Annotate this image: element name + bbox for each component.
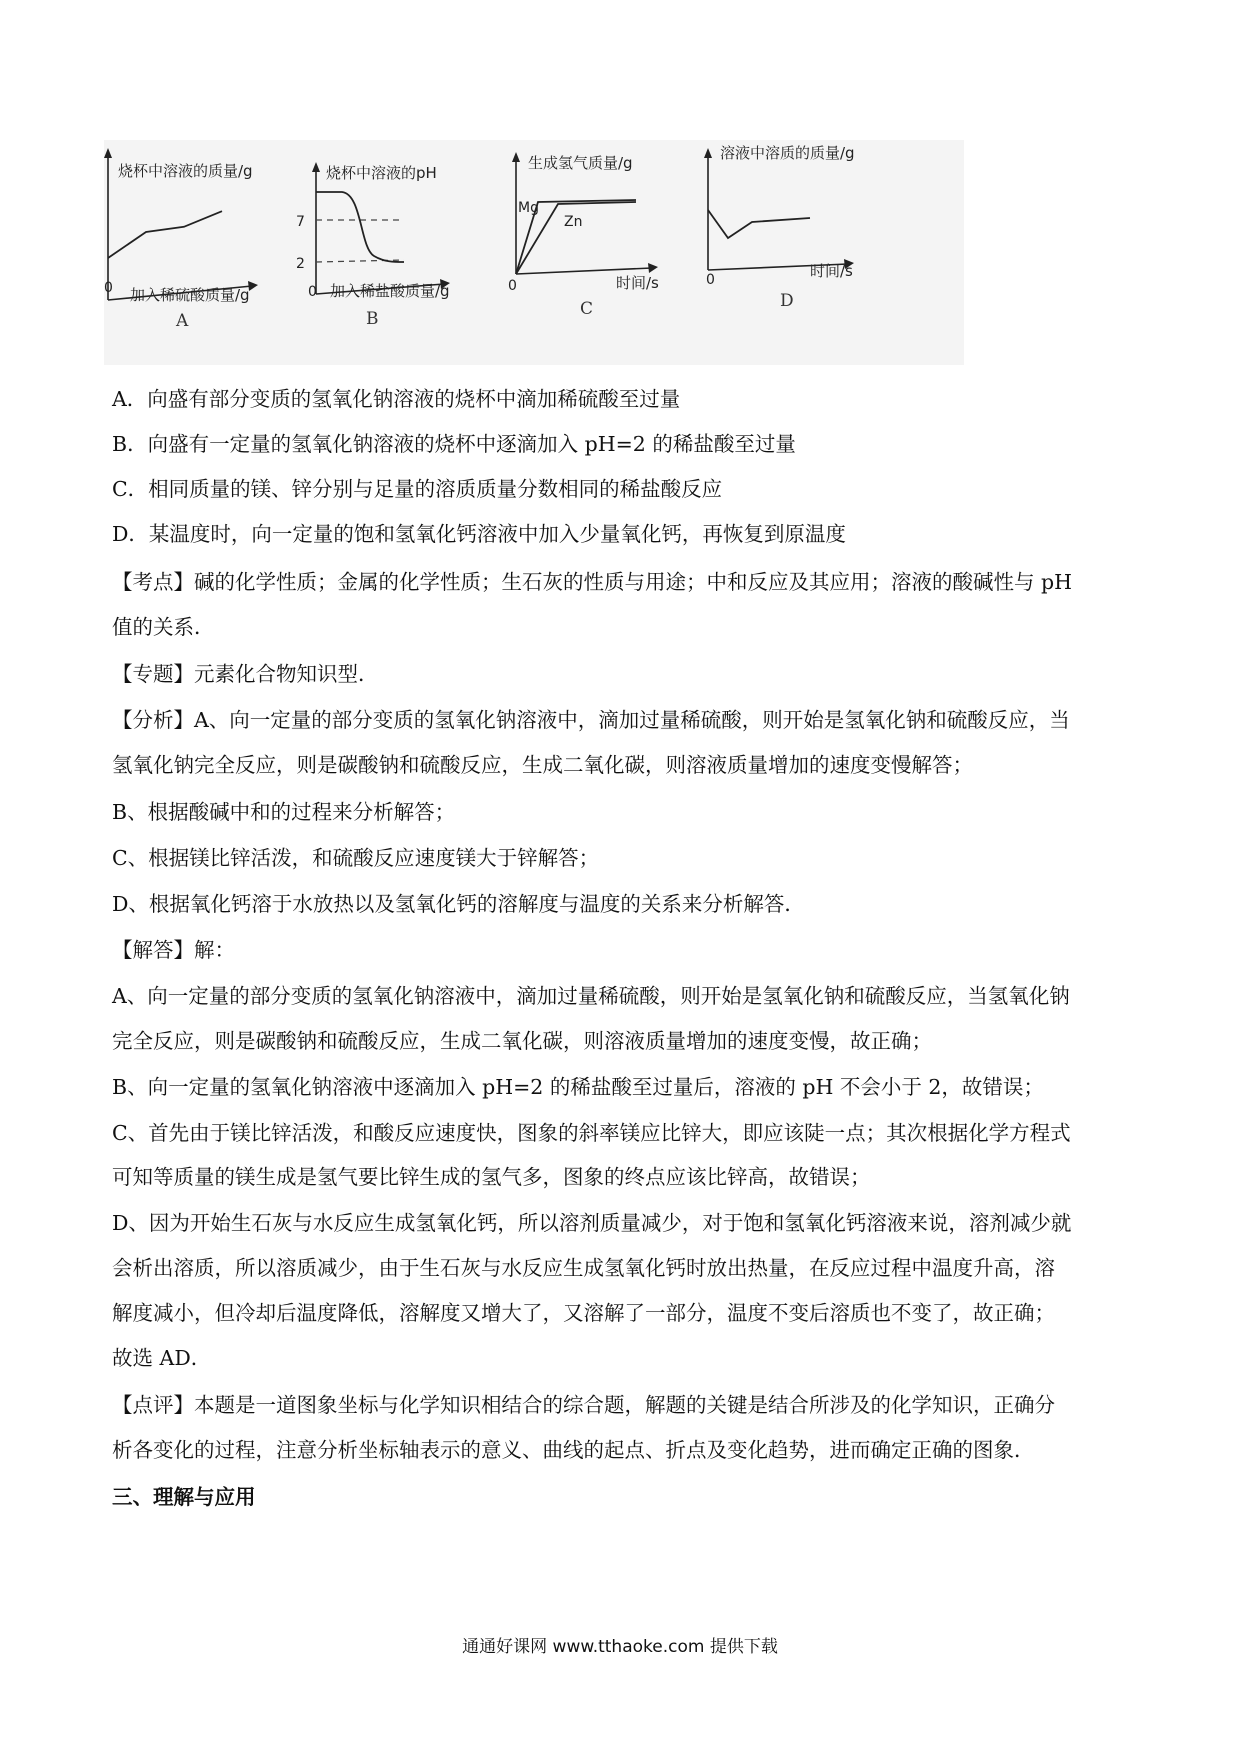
jieda-c-line-2: 可知等质量的镁生成是氢气要比锌生成的氢气多，图象的终点应该比锌高，故错误； [112,1165,871,1189]
chart-c-label-mg: Mg [518,200,539,216]
chart-a-caption: A [176,311,189,331]
chart-b-tick-2: 2 [296,256,305,272]
page-footer: 通通好课网 www.tthaoke.com 提供下载 [462,1637,778,1657]
chart-a-origin: 0 [104,280,113,296]
jieda-d-line-3: 解度减小，但冷却后温度降低，溶解度又增大了，又溶解了一部分，温度不变后溶质也不变了，故正确； [112,1301,1055,1325]
figure-strip [104,140,964,365]
option-c: C．相同质量的镁、锌分别与足量的溶质质量分数相同的稀盐酸反应 [112,477,723,501]
chart-b-ylabel: 烧杯中溶液的pH [326,164,437,182]
chart-d-caption: D [780,291,794,311]
chart-c-ylabel: 生成氢气质量/g [528,154,633,172]
jieda-a-line-2: 完全反应，则是碳酸钠和硫酸反应，生成二氧化碳，则溶液质量增加的速度变慢，故正确； [112,1029,932,1053]
chart-b-tick-7: 7 [296,214,305,230]
jieda-b-line: B、向一定量的氢氧化钠溶液中逐滴加入 pH=2 的稀盐酸至过量后，溶液的 pH 不会小于 2，故错误； [112,1075,1044,1099]
chart-b-xlabel: 加入稀盐酸质量/g [330,282,450,300]
chart-c-caption: C [580,299,594,319]
fenxi-line-2: 氢氧化钠完全反应，则是碳酸钠和硫酸反应，生成二氧化碳，则溶液质量增加的速度变慢解答； [112,753,973,777]
jieda-a-line-1: A、向一定量的部分变质的氢氧化钠溶液中，滴加过量稀硫酸，则开始是氢氧化钠和硫酸反应，当氢氧化钠 [112,984,1070,1008]
chart-d-ylabel: 溶液中溶质的质量/g [720,144,855,162]
fenxi-line-b: B、根据酸碱中和的过程来分析解答； [112,800,456,824]
fenxi-line-c: C、根据镁比锌活泼，和硫酸反应速度镁大于锌解答； [112,846,600,870]
chart-c-xlabel: 时间/s [616,274,659,292]
chart-d-origin: 0 [706,272,715,288]
kaodian-line-2: 值的关系． [112,615,215,639]
answer-line: 故选 AD． [112,1346,212,1370]
jieda-c-line-1: C、首先由于镁比锌活泼，和酸反应速度快，图象的斜率镁应比锌大，即应该陡一点；其次根据化学方程式 [112,1121,1071,1145]
jieda-d-line-2: 会析出溶质，所以溶质减少，由于生石灰与水反应生成氢氧化钙时放出热量，在反应过程中温度升高，溶 [112,1256,1055,1280]
fenxi-line-1: 【分析】A、向一定量的部分变质的氢氧化钠溶液中，滴加过量稀硫酸，则开始是氢氧化钠和硫酸反应，当 [112,708,1070,732]
chart-c-label-zn: Zn [564,214,583,230]
chart-b-caption: B [366,309,379,329]
option-d: D．某温度时，向一定量的饱和氢氧化钙溶液中加入少量氧化钙，再恢复到原温度 [112,522,846,546]
zhuanti-line: 【专题】元素化合物知识型． [112,662,379,686]
dianping-line-2: 析各变化的过程，注意分析坐标轴表示的意义、曲线的起点、折点及变化趋势，进而确定正确的图象． [112,1438,1035,1462]
dianping-line-1: 【点评】本题是一道图象坐标与化学知识相结合的综合题，解题的关键是结合所涉及的化学知识，正确分 [112,1393,1055,1417]
option-b: B．向盛有一定量的氢氧化钠溶液的烧杯中逐滴加入 pH=2 的稀盐酸至过量 [112,432,796,456]
chart-c-origin: 0 [508,278,517,294]
jieda-d-line-1: D、因为开始生石灰与水反应生成氢氧化钙，所以溶剂质量减少，对于饱和氢氧化钙溶液来说，溶剂减少就 [112,1211,1072,1235]
fenxi-line-d: D、根据氧化钙溶于水放热以及氢氧化钙的溶解度与温度的关系来分析解答． [112,892,805,916]
section-heading: 三、理解与应用 [112,1485,256,1509]
chart-d-xlabel: 时间/s [810,262,853,280]
figure-svg [104,140,964,365]
kaodian-line-1: 【考点】碱的化学性质；金属的化学性质；生石灰的性质与用途；中和反应及其应用；溶液的酸碱性与 pH [112,570,1073,594]
option-a: A．向盛有部分变质的氢氧化钠溶液的烧杯中滴加稀硫酸至过量 [112,387,681,411]
chart-b-origin: 0 [308,284,317,300]
jieda-label: 【解答】解： [112,938,235,962]
chart-a-xlabel: 加入稀硫酸质量/g [130,286,250,304]
chart-a-ylabel: 烧杯中溶液的质量/g [118,162,253,180]
